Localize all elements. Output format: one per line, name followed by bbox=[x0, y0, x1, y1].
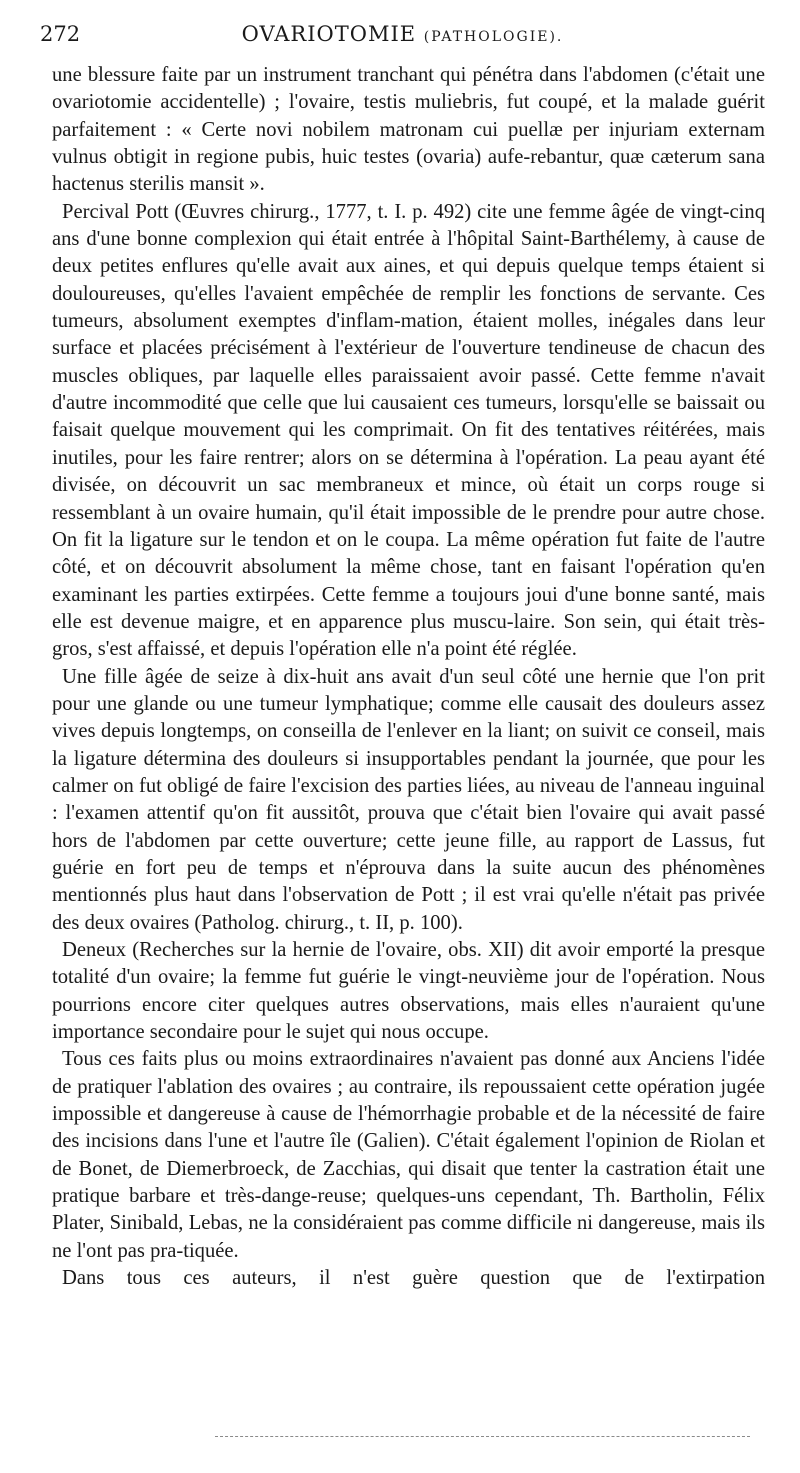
paragraph: une blessure faite par un instrument tranchant qui pénétra dans l'abdomen (c'était une ovariotomie accidentelle) ; l'ovaire, testis muliebris, fut coupé, et la malade guérit parfaitement : « Certe novi nobilem matronam cui puellæ per injuriam externam vulnus obtigit in regione pubis, huic testes (ovaria) aufe-rebantur, quæ cæterum sana hactenus sterilis mansit ». bbox=[52, 64, 765, 196]
paragraph: Tous ces faits plus ou moins extraordinaires n'avaient pas donné aux Anciens l'idée de pratiquer l'ablation des ovaires ; au contraire, ils repoussaient cette opération jugée impossible et dangereuse à cause de l'hémorrhagie probable et de la nécessité de faire des incisions dans l'une et l'autre île (Galien). C'était également l'opinion de Riolan et de Bonet, de Diemerbroeck, de Zacchias, qui disait que tenter la castration était une pratique barbare et très-dange-reuse; quelques-uns cependant, Th. Bartholin, Félix Plater, Sinibald, Lebas, ne la considéraient pas comme difficile ni dangereuse, mais ils ne l'ont pas pra-tiquée. bbox=[52, 1048, 765, 1262]
running-head bbox=[40, 22, 765, 46]
paragraph: Dans tous ces auteurs, il n'est guère question que de l'extirpation bbox=[62, 1267, 765, 1290]
running-head-title: OVARIOTOMIE bbox=[241, 22, 417, 46]
paragraph: Une fille âgée de seize à dix-huit ans avait d'un seul côté une hernie que l'on prit pour une glande ou une tumeur lymphatique; comme elle causait des douleurs assez vives depuis longtemps, on conseilla de l'enlever en la liant; on suivit ce conseil, mais la ligature détermina des douleurs si insupportables pendant la journée, que pour les calmer on fut obligé de faire l'excision des parties liées, au niveau de l'anneau inguinal : l'examen attentif qu'on fit aussitôt, prouva que c'était bien l'ovaire qui avait passé hors de l'abdomen par cette ouverture; cette jeune fille, au rapport de Lassus, fut guérie en fort peu de temps et n'éprouva dans la suite aucun des phénomènes mentionnés plus haut dans l'observation de Pott ; il est vrai qu'elle n'était pas privée des deux ovaires (Patholog. chirurg., t. II, p. 100). bbox=[52, 665, 765, 934]
page-number: 272 bbox=[40, 22, 81, 46]
page-header bbox=[40, 20, 765, 50]
body-text bbox=[52, 62, 765, 1292]
paragraph: Percival Pott (Œuvres chirurg., 1777, t. I. p. 492) cite une femme âgée de vingt-cinq ans d'une bonne complexion qui était entrée à l'hôpital Saint-Barthélemy, à cause de deux petites enflures qu'elle avait aux aines, et qui depuis quelque temps étaient si douloureuses, qu'elles l'avaient empêchée de remplir les fonctions de servante. Ces tumeurs, absolument exemptes d'inflam-mation, étaient molles, inégales dans leur surface et placées précisément à l'extérieur de l'ouverture tendineuse de chacun des muscles obliques, par laquelle elles paraissaient avoir passé. Cette femme n'avait d'autre incommodité que celle que lui causaient ces tumeurs, lorsqu'elle se baissait ou faisait quelque mouvement qui les comprimait. On fit des tentatives réitérées, mais inutiles, pour les faire rentrer; alors on se détermina à l'opération. La peau ayant été divisée, on découvrit un sac membraneux et mince, où était un corps rouge si ressemblant à un ovaire humain, qu'il était impossible de le prendre pour autre chose. On fit la ligature sur le tendon et on le coupa. La même opération fut faite de l'autre côté, et on découvrit absolument la même chose, tant en faisant l'opération qu'en examinant les parties extirpées. Cette femme a toujours joui d'une bonne santé, mais elle est devenue maigre, et en apparence plus muscu-laire. Son sein, qui était très-gros, s'est affaissé, et depuis l'opération elle n'a point été réglée. bbox=[52, 200, 765, 661]
running-head-subtitle: (PATHOLOGIE). bbox=[423, 29, 564, 45]
footer-rule bbox=[215, 1436, 750, 1437]
paragraph: Deneux (Recherches sur la hernie de l'ovaire, obs. XII) dit avoir emporté la presque totalité d'un ovaire; la femme fut guérie le vingt-neuvième jour de l'opération. Nous pourrions encore citer quelques autres observations, mais elles n'auraient qu'une importance secondaire pour le sujet qui nous occupe. bbox=[52, 939, 765, 1044]
